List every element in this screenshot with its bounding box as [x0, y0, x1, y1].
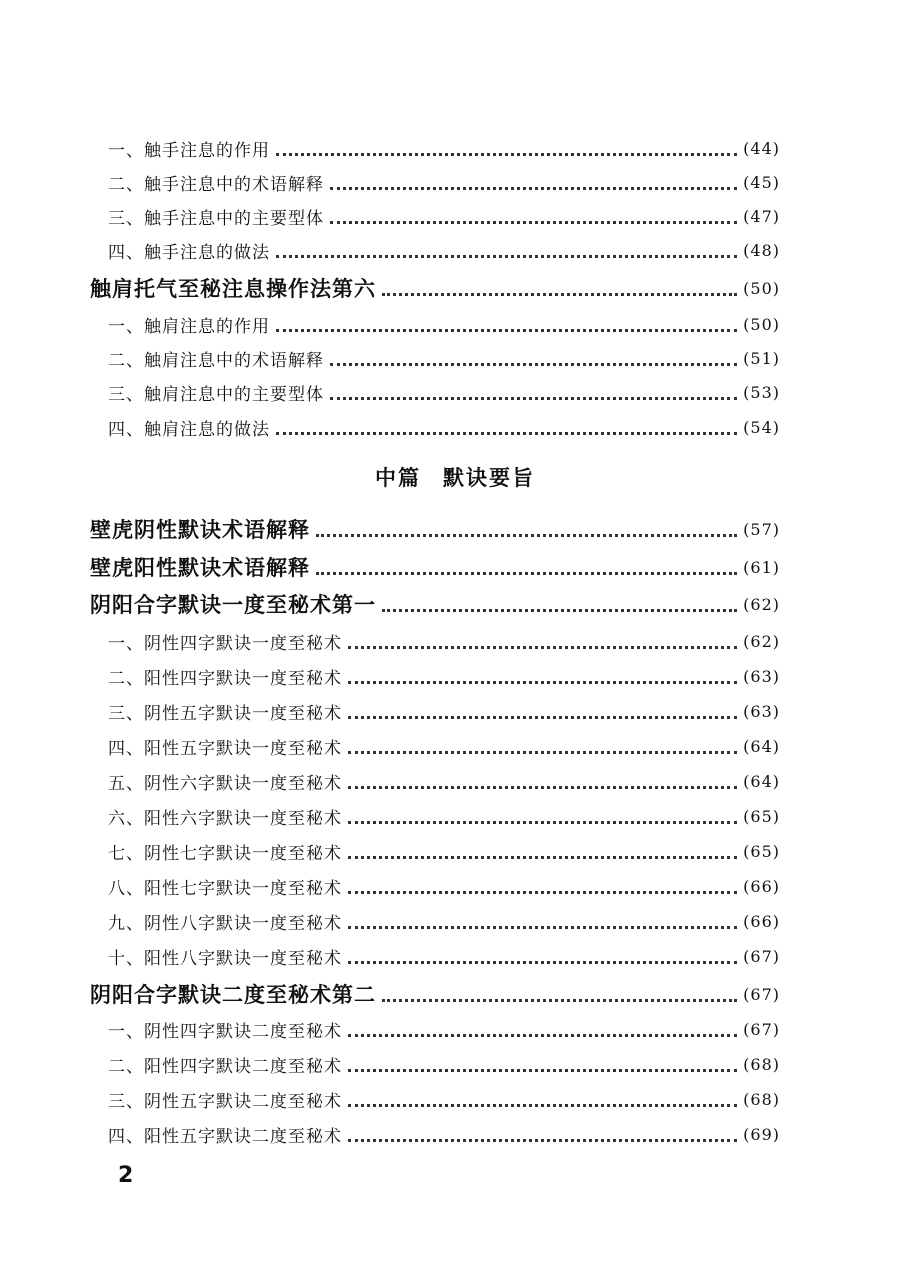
toc-entry-title: 触肩托气至秘注息操作法第六 [90, 276, 376, 301]
toc-entry-title: 四、阳性五字默诀一度至秘术 [108, 738, 342, 759]
toc-entry [108, 799, 780, 833]
toc-entry-page: (67) [743, 946, 780, 966]
toc-entry-page: (62) [743, 594, 780, 614]
toc-entry [108, 904, 780, 938]
toc-entry-page: (69) [743, 1124, 780, 1144]
dot-leader [348, 681, 737, 684]
toc-entry-page: (44) [743, 138, 780, 158]
dot-leader [382, 609, 737, 612]
toc-entry-page: (50) [743, 278, 780, 298]
toc-entry-title: 一、阴性四字默诀一度至秘术 [108, 633, 342, 654]
toc-entry [108, 624, 780, 658]
page-number: 2 [118, 1163, 134, 1188]
toc-entry [108, 233, 780, 267]
toc-entry-page: (64) [743, 736, 780, 756]
toc-entry [108, 307, 780, 341]
toc-entry [108, 834, 780, 868]
dot-leader [348, 1139, 737, 1142]
toc-entry-title: 二、阳性四字默诀二度至秘术 [108, 1056, 342, 1077]
toc-entry-title: 五、阴性六字默诀一度至秘术 [108, 773, 342, 794]
toc-entry-page: (66) [743, 911, 780, 931]
toc-entry-title: 三、触手注息中的主要型体 [108, 208, 324, 229]
dot-leader [316, 534, 737, 537]
toc-entry [108, 199, 780, 233]
toc-entry-page: (67) [743, 1019, 780, 1039]
toc-entry-page: (47) [743, 206, 780, 226]
toc-entry-title: 阴阳合字默诀一度至秘术第一 [90, 592, 376, 617]
toc-entry [108, 1047, 780, 1081]
dot-leader [382, 293, 737, 296]
toc-entry-title: 三、触肩注息中的主要型体 [108, 384, 324, 405]
toc-entry [108, 939, 780, 973]
toc-entry-title: 一、阴性四字默诀二度至秘术 [108, 1021, 342, 1042]
toc-entry-title: 四、阳性五字默诀二度至秘术 [108, 1126, 342, 1147]
toc-entry [108, 1117, 780, 1151]
toc-entry-page: (65) [743, 806, 780, 826]
toc-entry [108, 341, 780, 375]
dot-leader [382, 999, 737, 1002]
toc-entry-page: (51) [743, 348, 780, 368]
dot-leader [330, 187, 737, 190]
dot-leader [348, 891, 737, 894]
toc-entry-title: 八、阳性七字默诀一度至秘术 [108, 878, 342, 899]
dot-leader [348, 961, 737, 964]
toc-entry-page: (68) [743, 1089, 780, 1109]
dot-leader [348, 716, 737, 719]
toc-entry-title: 九、阴性八字默诀一度至秘术 [108, 913, 342, 934]
dot-leader [276, 255, 737, 258]
dot-leader [330, 397, 737, 400]
toc-entry [90, 271, 780, 305]
toc-entry [108, 659, 780, 693]
toc-entry [108, 1012, 780, 1046]
toc-entry-title: 二、触肩注息中的术语解释 [108, 350, 324, 371]
dot-leader [348, 646, 737, 649]
toc-entry [108, 764, 780, 798]
toc-entry-page: (63) [743, 666, 780, 686]
toc-entry-page: (53) [743, 382, 780, 402]
toc-entry-title: 一、触肩注息的作用 [108, 316, 270, 337]
toc-entry-page: (64) [743, 771, 780, 791]
dot-leader [276, 329, 737, 332]
toc-entry-page: (68) [743, 1054, 780, 1074]
toc-entry-title: 二、触手注息中的术语解释 [108, 174, 324, 195]
dot-leader [348, 821, 737, 824]
dot-leader [348, 856, 737, 859]
toc-entry [108, 375, 780, 409]
toc-entry-page: (67) [743, 984, 780, 1004]
dot-leader [316, 572, 737, 575]
toc-entry-title: 一、触手注息的作用 [108, 140, 270, 161]
dot-leader [348, 786, 737, 789]
section-heading [0, 462, 910, 496]
dot-leader [348, 1069, 737, 1072]
section-part: 中篇 [375, 466, 421, 490]
toc-entry-page: (62) [743, 631, 780, 651]
toc-entry-page: (61) [743, 557, 780, 577]
toc-entry-page: (57) [743, 519, 780, 539]
toc-entry [108, 165, 780, 199]
toc-entry-page: (66) [743, 876, 780, 896]
dot-leader [330, 363, 737, 366]
dot-leader [348, 926, 737, 929]
dot-leader [276, 153, 737, 156]
toc-entry-title: 四、触手注息的做法 [108, 242, 270, 263]
toc-entry-page: (63) [743, 701, 780, 721]
toc-entry-page: (50) [743, 314, 780, 334]
toc-entry [108, 1082, 780, 1116]
toc-entry-page: (54) [743, 417, 780, 437]
toc-entry-title: 三、阴性五字默诀一度至秘术 [108, 703, 342, 724]
toc-entry [108, 131, 780, 165]
toc-entry-title: 六、阳性六字默诀一度至秘术 [108, 808, 342, 829]
dot-leader [276, 432, 737, 435]
toc-entry [108, 410, 780, 444]
toc-entry-page: (45) [743, 172, 780, 192]
section-name: 默诀要旨 [443, 466, 535, 490]
toc-entry-title: 二、阳性四字默诀一度至秘术 [108, 668, 342, 689]
toc-entry [108, 694, 780, 728]
toc-entry [90, 587, 780, 621]
toc-entry-title: 壁虎阴性默诀术语解释 [90, 517, 310, 542]
toc-entry-page: (65) [743, 841, 780, 861]
toc-entry-title: 七、阴性七字默诀一度至秘术 [108, 843, 342, 864]
toc-entry-page: (48) [743, 240, 780, 260]
toc-entry-title: 三、阴性五字默诀二度至秘术 [108, 1091, 342, 1112]
toc-entry-title: 四、触肩注息的做法 [108, 419, 270, 440]
toc-entry-title: 十、阳性八字默诀一度至秘术 [108, 948, 342, 969]
dot-leader [330, 221, 737, 224]
toc-entry [90, 512, 780, 546]
toc-entry-title: 壁虎阳性默诀术语解释 [90, 555, 310, 580]
toc-entry [108, 729, 780, 763]
dot-leader [348, 1104, 737, 1107]
dot-leader [348, 1034, 737, 1037]
dot-leader [348, 751, 737, 754]
toc-entry-title: 阴阳合字默诀二度至秘术第二 [90, 982, 376, 1007]
toc-entry [90, 550, 780, 584]
toc-entry [90, 977, 780, 1011]
toc-entry [108, 869, 780, 903]
